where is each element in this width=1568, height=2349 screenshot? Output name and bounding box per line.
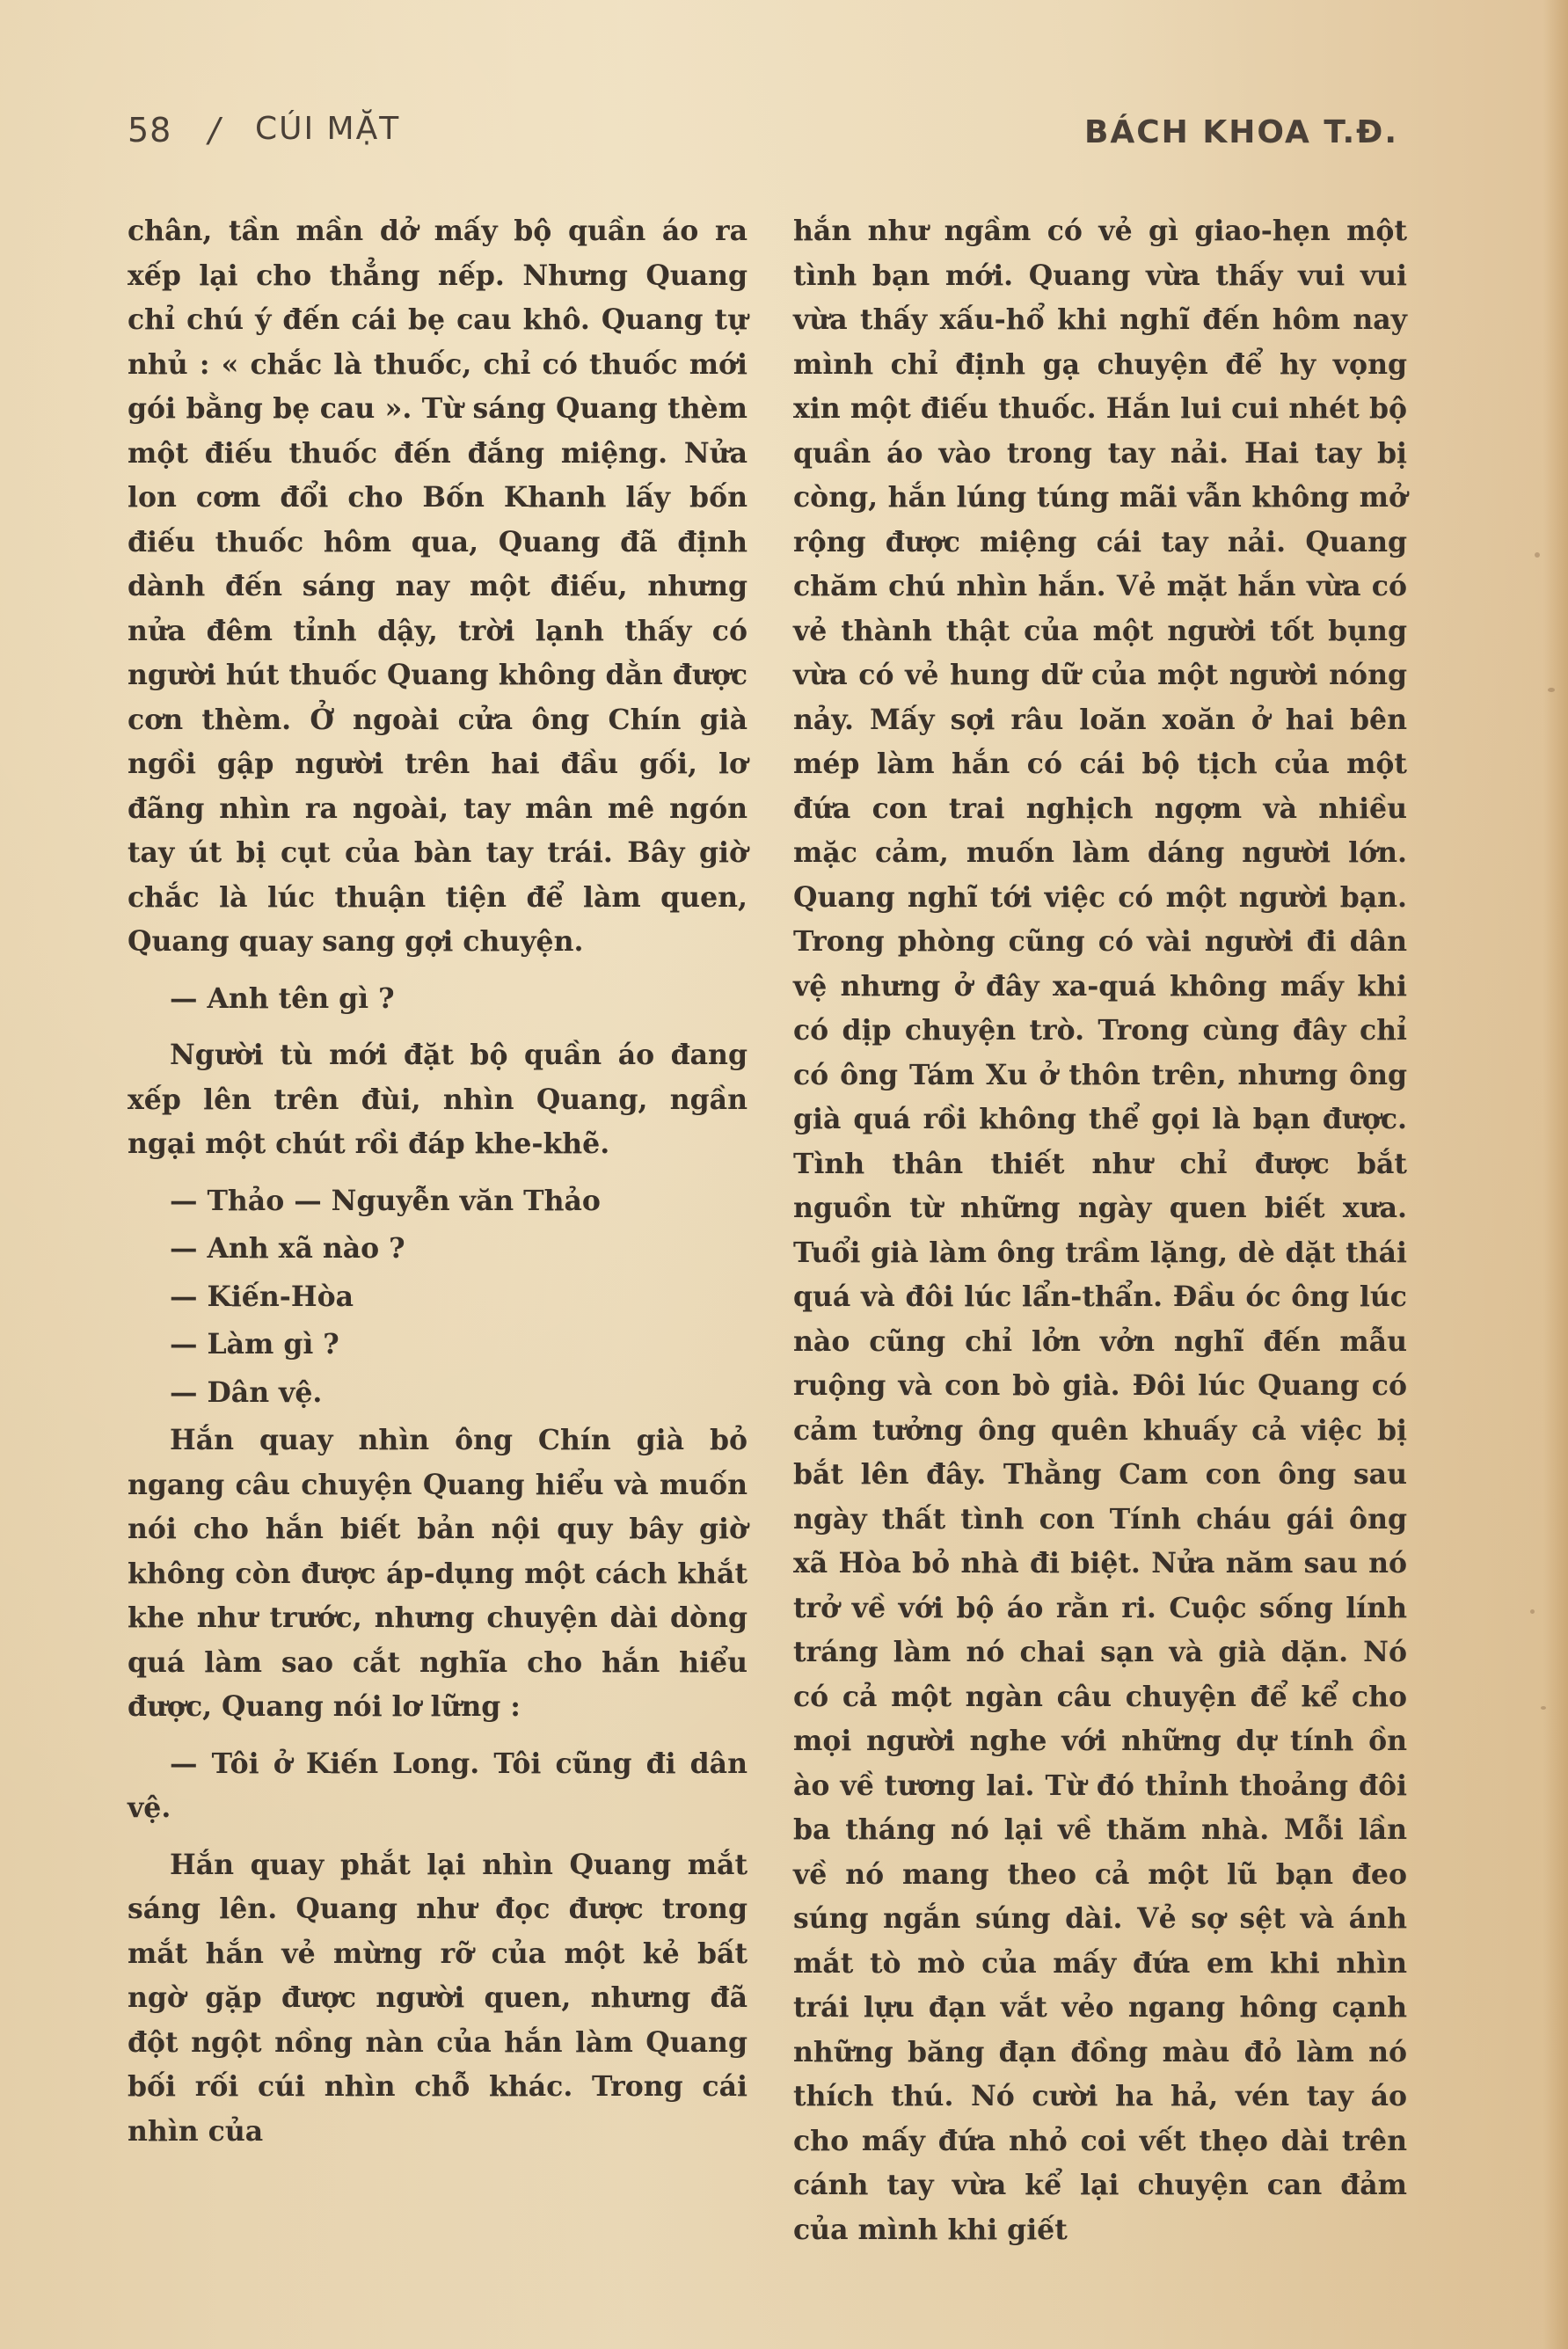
paper-speck: [1548, 688, 1555, 692]
paper-speck: [1535, 552, 1540, 558]
dialogue-line: — Làm gì ?: [170, 1328, 339, 1361]
paragraph: Hắn quay nhìn ông Chín già bỏ ngang câu chuyện Quang hiểu và muốn nói cho hắn biết bản nội quy bây giờ không còn được áp-dụng một cách khắt khe như trước, nhưng chuyện dài dòng quá làm sao cắt nghĩa cho hắn hiểu được, Quang nói lơ lững :: [128, 1424, 748, 1723]
dialogue-line: — Anh tên gì ?: [170, 981, 395, 1015]
paper-speck: [1530, 1609, 1535, 1614]
paragraph: hắn như ngầm có vẻ gì giao-hẹn một tình bạn mới. Quang vừa thấy vui vui vừa thấy xấu-hổ khi nghĩ đến hôm nay mình chỉ định gạ chuyện để hy vọng xin một điếu thuốc. Hắn lui cui nhét bộ quần áo vào trong tay nải. Hai tay bị còng, hắn lúng túng mãi vẫn không mở rộng được miệng cái tay nải. Quang chăm chú nhìn hắn. Vẻ mặt hắn vừa có vẻ thành thật của một người tốt bụng vừa có vẻ hung dữ của một người nóng nảy. Mấy sợi râu loăn xoăn ở hai bên mép làm hắn có cái bộ tịch của một đứa con trai nghịch ngợm và nhiều mặc cảm, muốn làm dáng người lớn. Quang nghĩ tới việc có một người bạn. Trong phòng cũng có vài người đi dân vệ nhưng ở đây xa-quá không mấy khi có dịp chuyện trò. Trong cùng đây chỉ có ông Tám Xu ở thôn trên, nhưng ông già quá rồi không thể gọi là bạn được. Tình thân thiết như chỉ được bắt nguồn từ những ngày quen biết xưa. Tuổi già làm ông trầm lặng, dè dặt thái quá và đôi lúc lẩn-thẩn. Đầu óc ông lúc nào cũng chỉ lởn vởn nghĩ đến mẫu ruộng và con bò già. Đôi lúc Quang có cảm tưởng ông quên khuấy cả việc bị bắt lên đây. Thằng Cam con ông sau ngày thất tình con Tính cháu gái ông xã Hòa bỏ nhà đi biệt. Nửa năm sau nó trở về với bộ áo rằn ri. Cuộc sống lính tráng làm nó chai sạn và già dặn. Nó có cả một ngàn câu chuyện để kể cho mọi người nghe với những dự tính ồn ào về tương lai. Từ đó thỉnh thoảng đôi ba tháng nó lại về thăm nhà. Mỗi lần về nó mang theo cả một lũ bạn đeo súng ngắn súng dài. Vẻ sợ sệt và ánh mắt tò mò của mấy đứa em khi nhìn trái lựu đạn vắt vẻo ngang hông cạnh những băng đạn đồng màu đỏ làm nó thích thú. Nó cười ha hả, vén tay áo cho mấy đứa nhỏ coi vết thẹo dài trên cánh tay vừa kể lại chuyện can đảm của mình khi giết: [793, 215, 1407, 2246]
header-separator: /: [208, 111, 220, 150]
dialogue-line: — Anh xã nào ?: [170, 1232, 405, 1265]
paragraph: Hắn quay phắt lại nhìn Quang mắt sáng lên. Quang như đọc được trong mắt hắn vẻ mừng rỡ của một kẻ bất ngờ gặp được người quen, nhưng đã đột ngột nồng nàn của hắn làm Quang bối rối cúi nhìn chỗ khác. Trong cái nhìn của: [128, 1848, 748, 2148]
section-title: CÚI MẶT: [255, 111, 401, 147]
left-column: [128, 209, 748, 2154]
paragraph: chân, tần mần dở mấy bộ quần áo ra xếp lại cho thẳng nếp. Nhưng Quang chỉ chú ý đến cái bẹ cau khô. Quang tự nhủ : « chắc là thuốc, chỉ có thuốc mới gói bằng bẹ cau ». Từ sáng Quang thèm một điếu thuốc đến đắng miệng. Nửa lon cơm đổi cho Bốn Khanh lấy bốn điếu thuốc hôm qua, Quang đã định dành đến sáng nay một điếu, nhưng nửa đêm tỉnh dậy, trời lạnh thấy có người hút thuốc Quang không dằn được cơn thèm. Ở ngoài cửa ông Chín già ngồi gập người trên hai đầu gối, lơ đãng nhìn ra ngoài, tay mân mê ngón tay út bị cụt của bàn tay trái. Bây giờ chắc là lúc thuận tiện để làm quen, Quang quay sang gợi chuyện.: [128, 215, 748, 958]
dialogue-line: — Tôi ở Kiến Long. Tôi cũng đi dân vệ.: [128, 1747, 748, 1824]
dialogue-line: — Thảo — Nguyễn văn Thảo: [170, 1184, 601, 1217]
magazine-title: BÁCH KHOA T.Đ.: [1083, 114, 1398, 150]
page-header: [128, 111, 1398, 164]
page-edge-shadow: [1543, 0, 1568, 2349]
right-column: [793, 209, 1407, 2252]
paper-speck: [1541, 1706, 1546, 1710]
dialogue-line: — Dân vệ.: [170, 1375, 323, 1409]
page-number: 58: [128, 111, 172, 150]
dialogue-line: — Kiến-Hòa: [170, 1280, 354, 1313]
paragraph: Người tù mới đặt bộ quần áo đang xếp lên trên đùi, nhìn Quang, ngần ngại một chút rồi đáp khe-khẽ.: [128, 1039, 748, 1160]
